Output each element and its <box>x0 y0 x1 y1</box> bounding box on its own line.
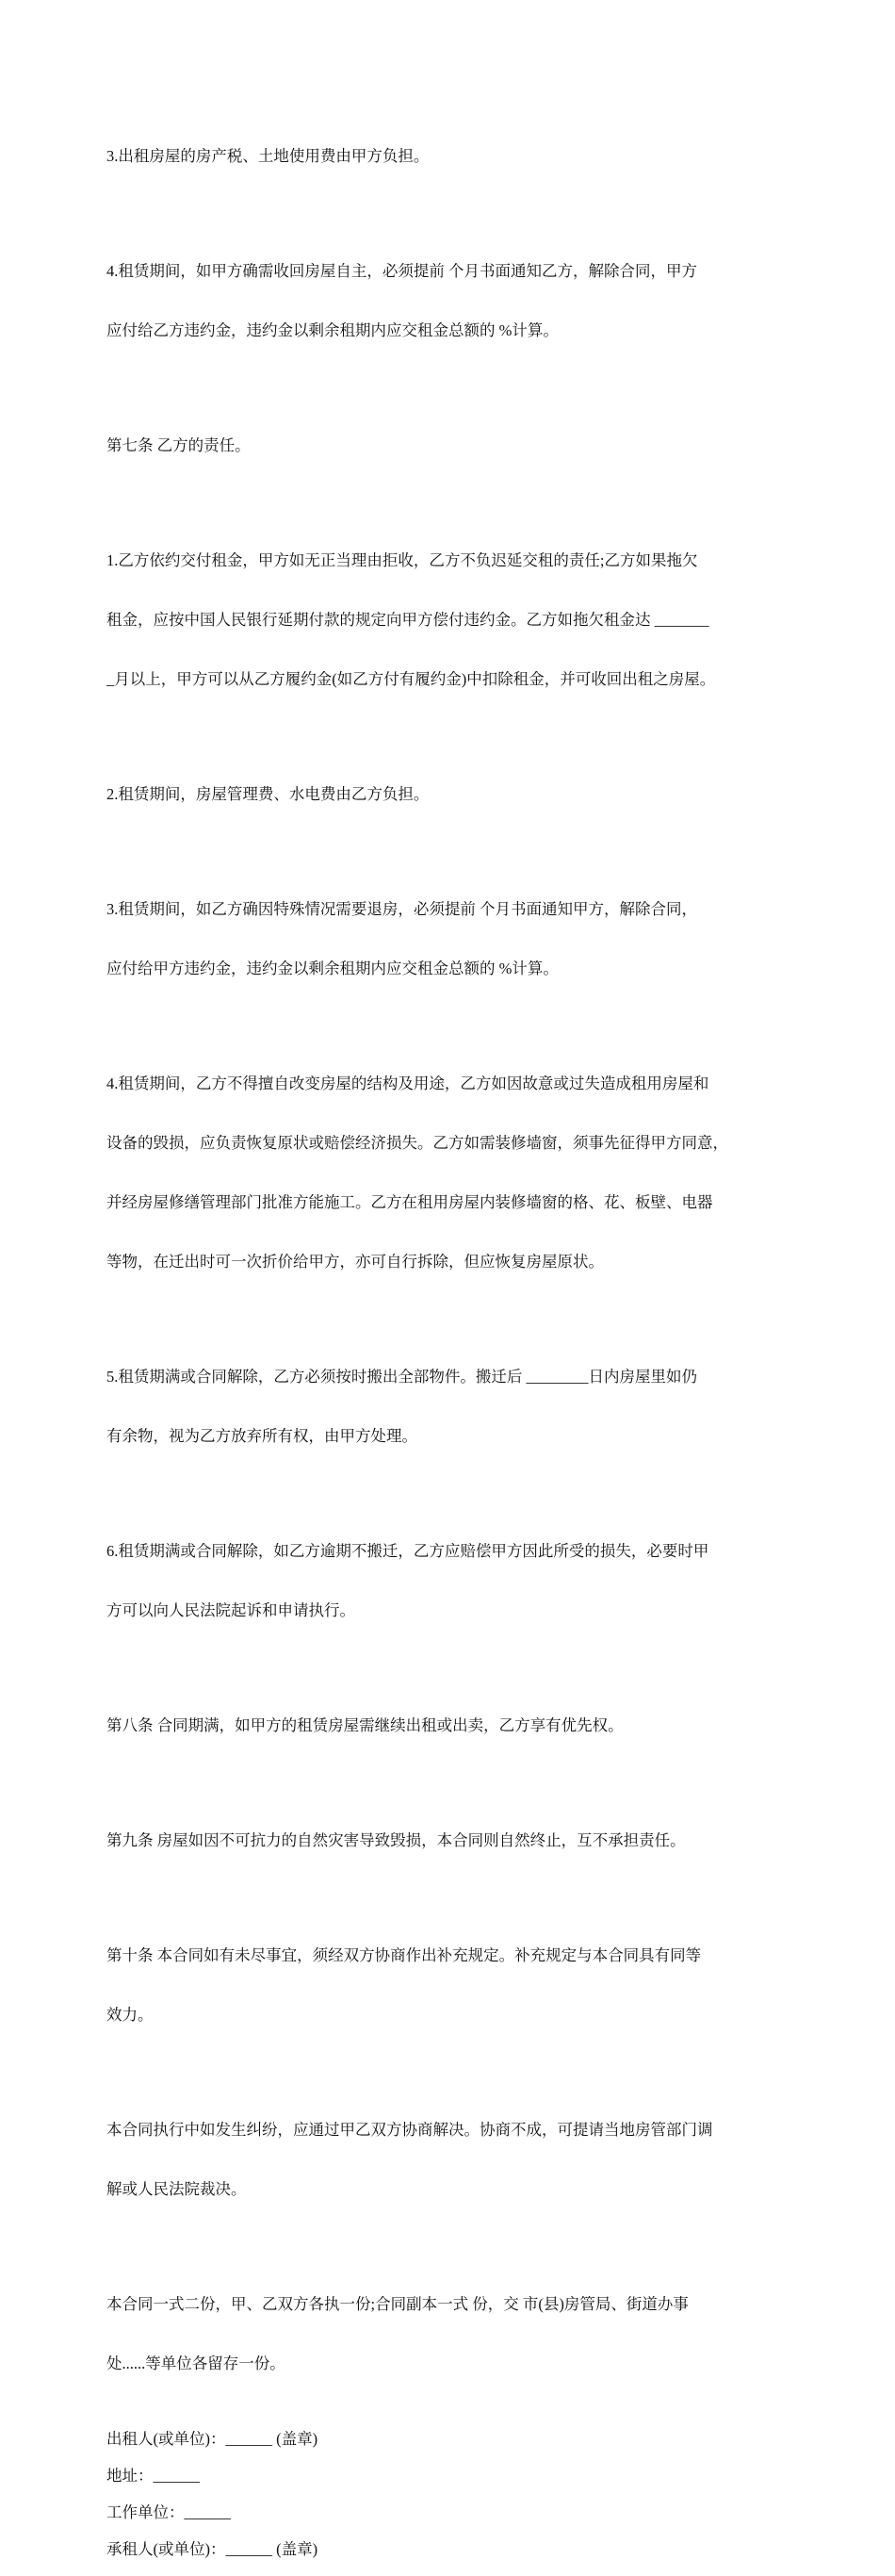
text-line: 设备的毁损，应负责恢复原状或赔偿经济损失。乙方如需装修墙窗，须事先征得甲方同意， <box>106 1134 728 1152</box>
text-line: 本合同一式二份，甲、乙双方各执一份;合同副本一式 份，交 市(县)房管局、街道办事 <box>106 2295 689 2313</box>
text-line: 第十条 本合同如有未尽事宜，须经双方协商作出补充规定。补充规定与本合同具有同等 <box>106 1946 702 1964</box>
text-line: 3.租赁期间，如乙方确因特殊情况需要退房，必须提前 个月书面通知甲方，解除合同， <box>106 900 697 918</box>
text-line: 4.租赁期间，乙方不得擅自改变房屋的结构及用途，乙方如因故意或过失造成租用房屋和 <box>106 1075 709 1092</box>
article-7-heading <box>106 396 792 495</box>
text-line: 3.出租房屋的房产税、土地使用费由甲方负担。 <box>106 147 430 165</box>
text-line: 有余物，视为乙方放弃所有权，由甲方处理。 <box>106 1427 417 1445</box>
text-line: _月以上，甲方可以从乙方履约金(如乙方付有履约金)中扣除租金，并可收回出租之房屋。 <box>106 670 716 688</box>
document-page <box>106 107 792 2576</box>
clause-landlord-4 <box>106 222 792 380</box>
employer-line: 工作单位：______ <box>106 2503 231 2521</box>
text-line: 第七条 乙方的责任。 <box>106 436 251 454</box>
text-line: 本合同执行中如发生纠纷，应通过甲乙双方协商解决。协商不成，可提请当地房管部门调 <box>106 2121 713 2139</box>
text-line: 1.乙方依约交付租金，甲方如无正当理由拒收，乙方不负迟延交租的责任;乙方如果拖欠 <box>106 551 698 569</box>
text-line: 效力。 <box>106 2006 154 2024</box>
address-line: 地址：______ <box>106 2467 200 2485</box>
text-line: 第九条 房屋如因不可抗力的自然灾害导致毁损，本合同则自然终止，互不承担责任。 <box>106 1831 686 1849</box>
lessee-signature-line: 承租人(或单位)：______ (盖章) <box>106 2540 318 2558</box>
text-line: 6.租赁期满或合同解除，如乙方逾期不搬迁，乙方应赔偿甲方因此所受的损失，必要时甲 <box>106 1542 709 1560</box>
article-10 <box>106 1906 792 2064</box>
clause-landlord-3 <box>106 107 792 205</box>
clause-tenant-3 <box>106 860 792 1018</box>
text-line: 等物，在迁出时可一次折价给甲方，亦可自行拆除，但应恢复房屋原状。 <box>106 1253 604 1271</box>
text-line: 解或人民法院裁决。 <box>106 2180 247 2198</box>
copies-clause <box>106 2255 792 2413</box>
dispute-clause <box>106 2080 792 2239</box>
clause-tenant-5 <box>106 1327 792 1485</box>
article-8 <box>106 1676 792 1775</box>
clause-tenant-4 <box>106 1034 792 1311</box>
article-9 <box>106 1791 792 1890</box>
clause-tenant-2 <box>106 745 792 844</box>
text-line: 2.租赁期间，房屋管理费、水电费由乙方负担。 <box>106 785 430 803</box>
lessor-signature-line: 出租人(或单位)：______ (盖章) <box>106 2430 318 2448</box>
clause-tenant-1 <box>106 511 792 729</box>
text-line: 应付给乙方违约金，违约金以剩余租期内应交租金总额的 %计算。 <box>106 321 559 339</box>
text-line: 4.租赁期间，如甲方确需收回房屋自主，必须提前 个月书面通知乙方，解除合同，甲方 <box>106 262 697 280</box>
text-line: 方可以向人民法院起诉和申请执行。 <box>106 1601 355 1619</box>
text-line: 租金，应按中国人民银行延期付款的规定向甲方偿付违约金。乙方如拖欠租金达 _______ <box>106 611 709 629</box>
text-line: 5.租赁期满或合同解除，乙方必须按时搬出全部物件。搬迁后 ________日内房屋里如仍 <box>106 1368 697 1386</box>
text-line: 并经房屋修缮管理部门批准方能施工。乙方在租用房屋内装修墙窗的格、花、板壁、电器 <box>106 1193 713 1211</box>
text-line: 第八条 合同期满，如甲方的租赁房屋需继续出租或出卖，乙方享有优先权。 <box>106 1716 624 1734</box>
clause-tenant-6 <box>106 1501 792 1660</box>
text-line: 应付给甲方违约金，违约金以剩余租期内应交租金总额的 %计算。 <box>106 960 559 977</box>
text-line: 处......等单位各留存一份。 <box>106 2354 285 2372</box>
